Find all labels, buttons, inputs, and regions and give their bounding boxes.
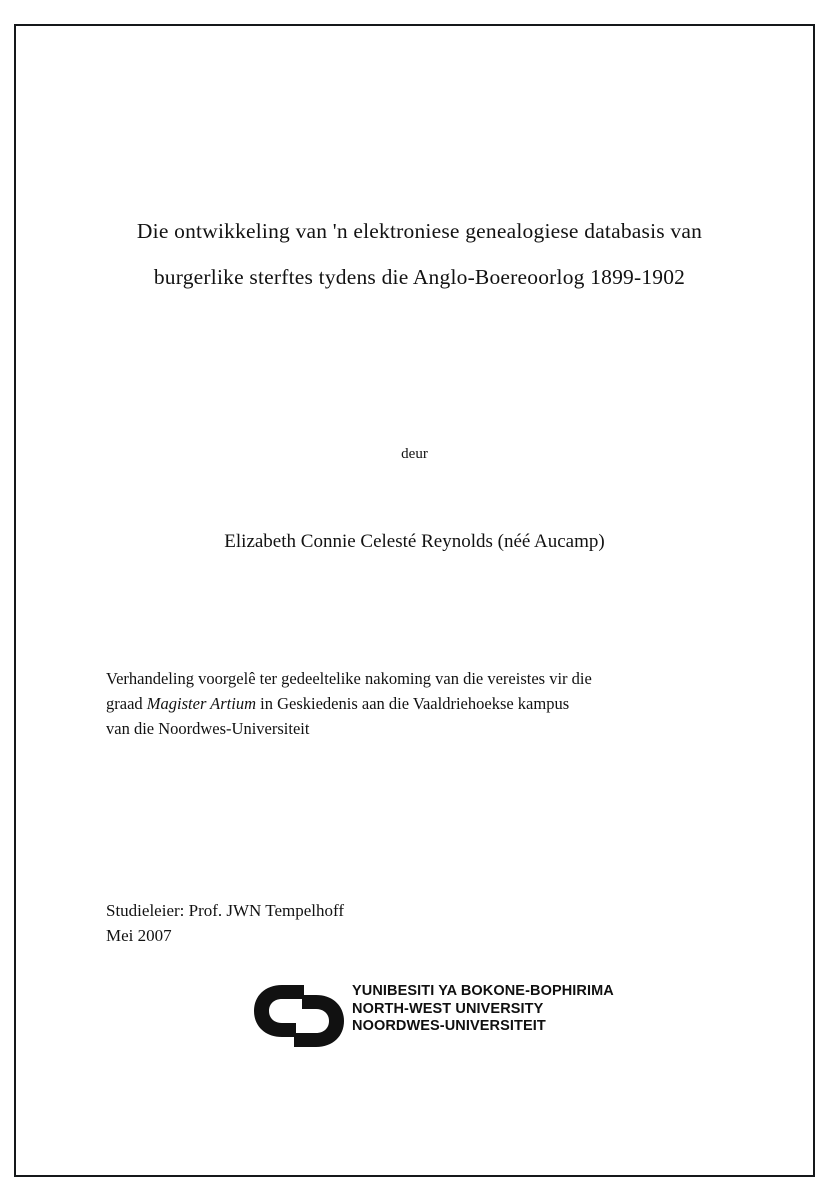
title-line-1: Die ontwikkeling van 'n elektroniese genealogiese databasis van bbox=[136, 219, 703, 243]
page-title bbox=[106, 208, 733, 300]
logo-line-1: YUNIBESITI YA BOKONE-BOPHIRIMA bbox=[352, 983, 614, 999]
date-line: Mei 2007 bbox=[106, 926, 172, 945]
page-border bbox=[14, 24, 815, 1177]
university-logo bbox=[252, 981, 612, 1051]
byline-label: deur bbox=[401, 446, 428, 462]
author-name: Elizabeth Connie Celesté Reynolds (néé Aucamp) bbox=[224, 531, 605, 552]
statement-line-3: van die Noordwes-Universiteit bbox=[106, 719, 310, 738]
logo-text bbox=[352, 983, 614, 1036]
logo-line-3: NOORDWES-UNIVERSITEIT bbox=[352, 1018, 546, 1034]
statement-line-1: Verhandeling voorgelê ter gedeeltelike nakoming van die vereistes vir die bbox=[106, 669, 592, 688]
statement-prefix: graad bbox=[106, 694, 147, 713]
statement-suffix: in Geskiedenis aan die Vaaldriehoekse kampus bbox=[256, 694, 570, 713]
degree-statement bbox=[106, 666, 721, 741]
page-content bbox=[16, 26, 813, 1175]
logo-line-2: NORTH-WEST UNIVERSITY bbox=[352, 1000, 544, 1017]
nwu-cd-logo-icon bbox=[252, 983, 346, 1049]
supervisor-line: Studieleier: Prof. JWN Tempelhoff bbox=[106, 901, 345, 920]
statement-line-2 bbox=[106, 691, 721, 716]
degree-name: Magister Artium bbox=[146, 694, 257, 713]
title-line-2: burgerlike sterftes tydens die Anglo-Boereoorlog 1899-1902 bbox=[153, 265, 686, 289]
